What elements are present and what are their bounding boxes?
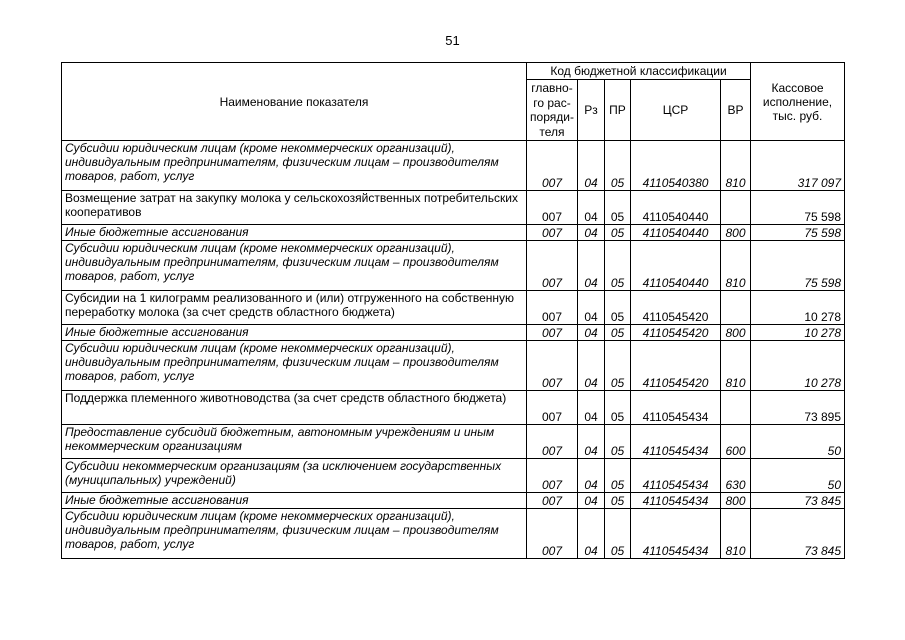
- cell-amount: 50: [751, 425, 845, 459]
- header-vr: ВР: [721, 80, 751, 141]
- cell-rz: 04: [578, 325, 605, 341]
- cell-pr: 05: [605, 459, 631, 493]
- cell-vr: 800: [721, 325, 751, 341]
- cell-csr: 4110545420: [631, 291, 721, 325]
- cell-amount: 75 598: [751, 191, 845, 225]
- cell-pr: 05: [605, 425, 631, 459]
- cell-amount: 73 895: [751, 391, 845, 425]
- cell-vr: [721, 391, 751, 425]
- header-pr: ПР: [605, 80, 631, 141]
- cell-admin-code: 007: [527, 391, 578, 425]
- cell-pr: 05: [605, 493, 631, 509]
- cell-csr: 4110545420: [631, 325, 721, 341]
- header-admin: главно-го рас-поряди-теля: [527, 80, 578, 141]
- cell-admin-code: 007: [527, 141, 578, 191]
- cell-admin-code: 007: [527, 225, 578, 241]
- cell-vr: 810: [721, 509, 751, 559]
- cell-name: Иные бюджетные ассигнования: [62, 325, 527, 341]
- table-row: [62, 291, 845, 325]
- cell-rz: 04: [578, 191, 605, 225]
- table-row: [62, 391, 845, 425]
- cell-vr: 800: [721, 493, 751, 509]
- cell-pr: 05: [605, 341, 631, 391]
- cell-pr: 05: [605, 191, 631, 225]
- header-rz: Рз: [578, 80, 605, 141]
- cell-csr: 4110545434: [631, 391, 721, 425]
- cell-csr: 4110545434: [631, 459, 721, 493]
- table-row: [62, 341, 845, 391]
- cell-name: Предоставление субсидий бюджетным, автономным учреждениям и иным некоммерческим организациям: [62, 425, 527, 459]
- cell-amount: 317 097: [751, 141, 845, 191]
- cell-admin-code: 007: [527, 191, 578, 225]
- cell-amount: 73 845: [751, 509, 845, 559]
- cell-pr: 05: [605, 391, 631, 425]
- cell-amount: 73 845: [751, 493, 845, 509]
- table-row: [62, 191, 845, 225]
- table-row: [62, 493, 845, 509]
- cell-name: Субсидии юридическим лицам (кроме некоммерческих организаций), индивидуальным предпринимателям, физическим лицам – производителям товаров, работ, услуг: [62, 241, 527, 291]
- cell-name: Субсидии на 1 килограмм реализованного и (или) отгруженного на собственную переработку молока (за счет средств областного бюджета): [62, 291, 527, 325]
- cell-csr: 4110545434: [631, 509, 721, 559]
- cell-admin-code: 007: [527, 425, 578, 459]
- cell-rz: 04: [578, 225, 605, 241]
- cell-amount: 75 598: [751, 241, 845, 291]
- table-row: [62, 141, 845, 191]
- cell-vr: 810: [721, 141, 751, 191]
- cell-csr: 4110545434: [631, 425, 721, 459]
- cell-csr: 4110540380: [631, 141, 721, 191]
- cell-pr: 05: [605, 241, 631, 291]
- cell-vr: 630: [721, 459, 751, 493]
- cell-rz: 04: [578, 425, 605, 459]
- table-row: [62, 509, 845, 559]
- header-name: Наименование показателя: [62, 63, 527, 141]
- cell-rz: 04: [578, 493, 605, 509]
- table-row: [62, 325, 845, 341]
- header-classification: Код бюджетной классификации: [527, 63, 751, 80]
- cell-vr: 810: [721, 241, 751, 291]
- cell-name: Субсидии юридическим лицам (кроме некоммерческих организаций), индивидуальным предпринимателям, физическим лицам – производителям товаров, работ, услуг: [62, 341, 527, 391]
- cell-admin-code: 007: [527, 341, 578, 391]
- cell-vr: 800: [721, 225, 751, 241]
- cell-admin-code: 007: [527, 459, 578, 493]
- table-row: [62, 225, 845, 241]
- cell-name: Поддержка племенного животноводства (за счет средств областного бюджета): [62, 391, 527, 425]
- cell-admin-code: 007: [527, 325, 578, 341]
- cell-admin-code: 007: [527, 241, 578, 291]
- cell-pr: 05: [605, 509, 631, 559]
- cell-rz: 04: [578, 291, 605, 325]
- cell-pr: 05: [605, 325, 631, 341]
- cell-vr: [721, 191, 751, 225]
- cell-csr: 4110545434: [631, 493, 721, 509]
- cell-vr: [721, 291, 751, 325]
- cell-amount: 75 598: [751, 225, 845, 241]
- header-row-top: [62, 63, 845, 80]
- cell-admin-code: 007: [527, 509, 578, 559]
- header-amount: Кассовое исполнение, тыс. руб.: [751, 63, 845, 141]
- cell-rz: 04: [578, 141, 605, 191]
- cell-csr: 4110540440: [631, 241, 721, 291]
- cell-pr: 05: [605, 291, 631, 325]
- cell-name: Иные бюджетные ассигнования: [62, 493, 527, 509]
- cell-name: Возмещение затрат на закупку молока у сельскохозяйственных потребительских кооперативов: [62, 191, 527, 225]
- cell-rz: 04: [578, 391, 605, 425]
- cell-rz: 04: [578, 241, 605, 291]
- cell-rz: 04: [578, 459, 605, 493]
- cell-name: Субсидии некоммерческим организациям (за исключением государственных (муниципальных) учреждений): [62, 459, 527, 493]
- cell-admin-code: 007: [527, 493, 578, 509]
- cell-name: Субсидии юридическим лицам (кроме некоммерческих организаций), индивидуальным предпринимателям, физическим лицам – производителям товаров, работ, услуг: [62, 141, 527, 191]
- page-number: 51: [445, 33, 460, 48]
- table-body: [62, 141, 845, 559]
- budget-table: [61, 62, 845, 559]
- cell-rz: 04: [578, 509, 605, 559]
- cell-amount: 10 278: [751, 291, 845, 325]
- cell-pr: 05: [605, 141, 631, 191]
- table-row: [62, 241, 845, 291]
- cell-amount: 10 278: [751, 325, 845, 341]
- cell-name: Субсидии юридическим лицам (кроме некоммерческих организаций), индивидуальным предпринимателям, физическим лицам – производителям товаров, работ, услуг: [62, 509, 527, 559]
- cell-amount: 50: [751, 459, 845, 493]
- cell-csr: 4110540440: [631, 191, 721, 225]
- table-row: [62, 425, 845, 459]
- cell-vr: 600: [721, 425, 751, 459]
- cell-pr: 05: [605, 225, 631, 241]
- cell-rz: 04: [578, 341, 605, 391]
- header-csr: ЦСР: [631, 80, 721, 141]
- cell-name: Иные бюджетные ассигнования: [62, 225, 527, 241]
- cell-amount: 10 278: [751, 341, 845, 391]
- cell-admin-code: 007: [527, 291, 578, 325]
- table-row: [62, 459, 845, 493]
- cell-vr: 810: [721, 341, 751, 391]
- cell-csr: 4110545420: [631, 341, 721, 391]
- cell-csr: 4110540440: [631, 225, 721, 241]
